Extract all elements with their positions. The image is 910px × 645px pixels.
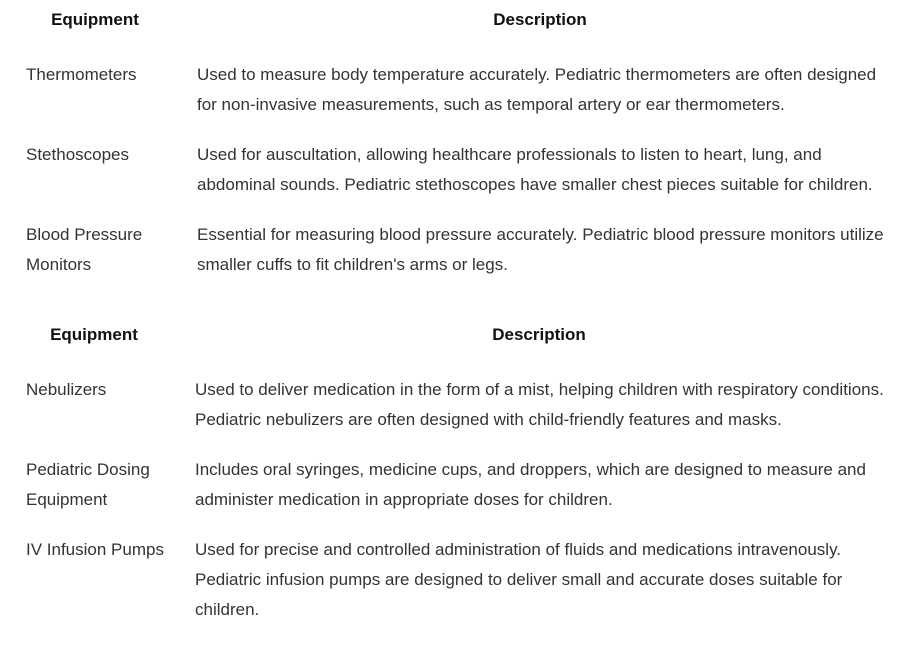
equipment-name: Thermometers	[26, 65, 137, 84]
equipment-table-1	[10, 10, 900, 300]
table-row	[10, 535, 900, 645]
equipment-description: Used for precise and controlled administration of fluids and medications intravenously. Pediatric infusion pumps are designed to deliver small and accurate doses suitable for children.	[195, 540, 843, 619]
column-header-equipment: Equipment	[50, 325, 138, 344]
table-row	[10, 455, 900, 535]
table-row	[10, 220, 900, 300]
equipment-description: Used to measure body temperature accurately. Pediatric thermometers are often designed for non-invasive measurements, such as temporal artery or ear thermometers.	[197, 65, 877, 114]
equipment-name: Pediatric Dosing Equipment	[26, 460, 150, 509]
table-header-row	[10, 10, 900, 60]
table-row	[10, 375, 900, 455]
equipment-description: Used to deliver medication in the form of a mist, helping children with respiratory conditions. Pediatric nebulizers are often designed with child-friendly features and masks.	[195, 380, 884, 429]
equipment-name: Nebulizers	[26, 380, 107, 399]
equipment-name: Blood Pressure Monitors	[26, 225, 143, 274]
equipment-name: IV Infusion Pumps	[26, 540, 164, 559]
equipment-description: Includes oral syringes, medicine cups, and droppers, which are designed to measure and administer medication in appropriate doses for children.	[195, 460, 866, 509]
table-row	[10, 140, 900, 220]
equipment-table-2	[10, 325, 900, 645]
equipment-name: Stethoscopes	[26, 145, 130, 164]
column-header-description: Description	[493, 10, 587, 29]
column-header-description: Description	[492, 325, 586, 344]
equipment-description: Essential for measuring blood pressure accurately. Pediatric blood pressure monitors utilize smaller cuffs to fit children's arms or legs.	[197, 225, 884, 274]
equipment-description: Used for auscultation, allowing healthcare professionals to listen to heart, lung, and abdominal sounds. Pediatric stethoscopes have smaller chest pieces suitable for children.	[197, 145, 873, 194]
table-header-row	[10, 325, 900, 375]
table-row	[10, 60, 900, 140]
column-header-equipment: Equipment	[51, 10, 139, 29]
